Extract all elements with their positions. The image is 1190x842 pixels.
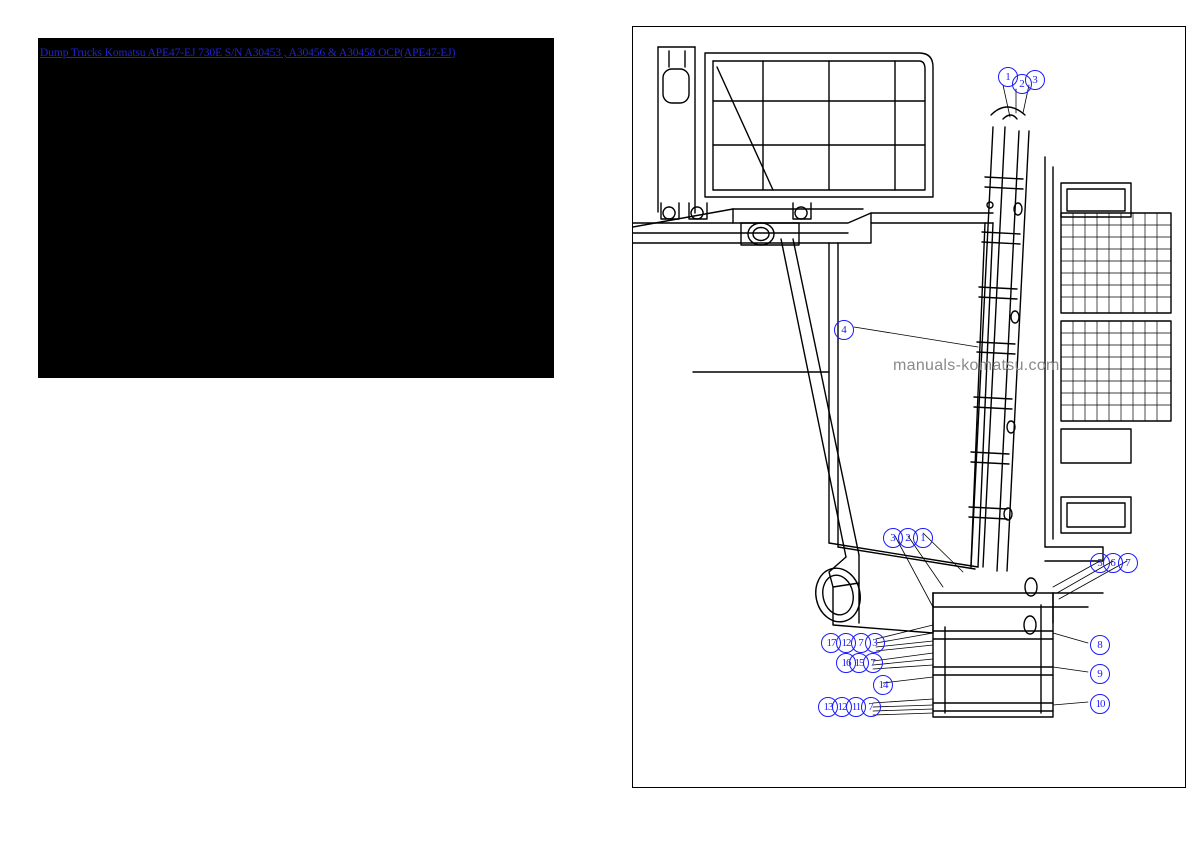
callout-bubble[interactable]: 7 bbox=[861, 697, 881, 717]
callout-bubble[interactable]: 6 bbox=[1103, 553, 1123, 573]
callout-bubble[interactable]: 15 bbox=[849, 653, 869, 673]
callout-bubble[interactable]: 5 bbox=[1090, 553, 1110, 573]
callout-bubble[interactable]: 7 bbox=[863, 653, 883, 673]
callout-bubble[interactable]: 8 bbox=[1090, 635, 1110, 655]
callout-bubble[interactable]: 12 bbox=[836, 633, 856, 653]
watermark-text: manuals-komatsu.com bbox=[893, 357, 1060, 374]
callout-bubble[interactable]: 1 bbox=[998, 67, 1018, 87]
callout-bubble[interactable]: 3 bbox=[865, 633, 885, 653]
callout-bubble[interactable]: 13 bbox=[818, 697, 838, 717]
callout-bubble[interactable]: 12 bbox=[832, 697, 852, 717]
parts-diagram-frame bbox=[632, 26, 1186, 788]
callout-bubble[interactable]: 7 bbox=[851, 633, 871, 653]
callout-bubble[interactable]: 2 bbox=[1012, 74, 1032, 94]
callout-bubble[interactable]: 16 bbox=[836, 653, 856, 673]
callout-bubble[interactable]: 14 bbox=[873, 675, 893, 695]
viewer-placeholder-panel bbox=[38, 38, 554, 378]
document-title-link[interactable]: Dump Trucks Komatsu APE47-EJ 730E S/N A30453 , A30456 & A30458 OCP(APE47-EJ) bbox=[40, 47, 456, 59]
callout-bubble[interactable]: 3 bbox=[1025, 70, 1045, 90]
callout-bubble[interactable]: 17 bbox=[821, 633, 841, 653]
callout-bubble[interactable]: 11 bbox=[846, 697, 866, 717]
callout-bubble[interactable]: 10 bbox=[1090, 694, 1110, 714]
callout-bubble[interactable]: 2 bbox=[898, 528, 918, 548]
callout-bubble[interactable]: 4 bbox=[834, 320, 854, 340]
callout-bubble[interactable]: 9 bbox=[1090, 664, 1110, 684]
callout-bubble[interactable]: 7 bbox=[1118, 553, 1138, 573]
callout-bubble[interactable]: 3 bbox=[883, 528, 903, 548]
callout-bubble[interactable]: 1 bbox=[913, 528, 933, 548]
